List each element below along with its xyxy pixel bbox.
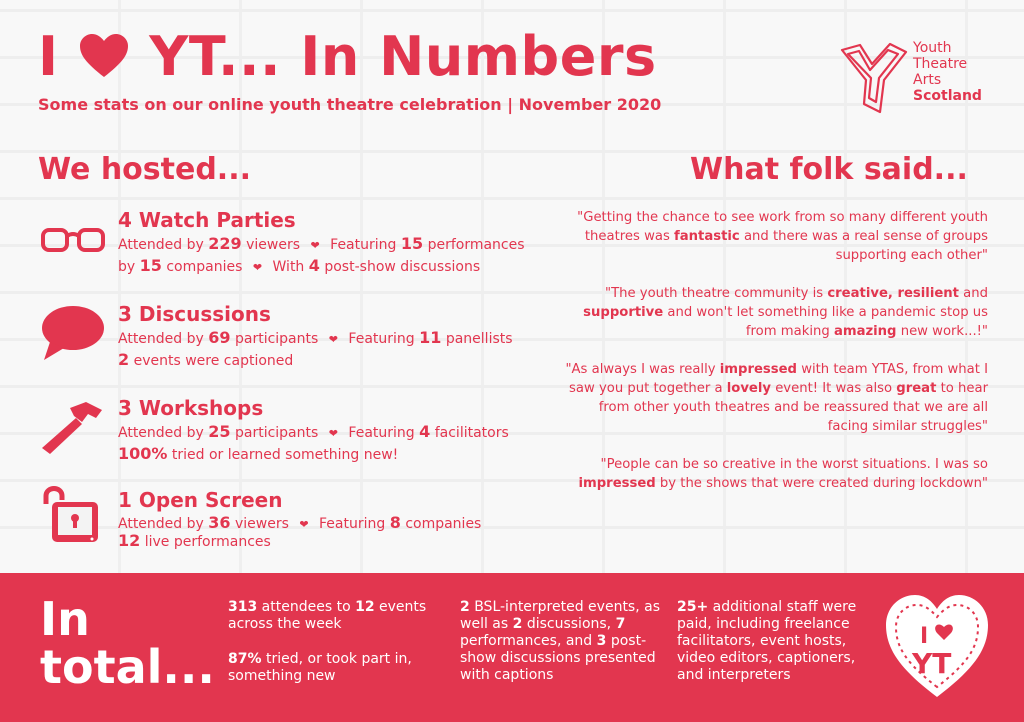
logo-line: Theatre [913,56,968,72]
heart-icon: ❤ [252,261,263,274]
heart-icon: ❤ [310,239,320,252]
total-column-1 [228,599,433,703]
quote-2: "The youth theatre community is creative, resilient and supportive and won't let something like a pandemic stop us from making amazing new work...!" [583,286,988,339]
workshops-line1: Attended by 25 participants ❤ Featuring 4 facilitators [118,422,509,441]
page-title: I YT... In Numbers [38,25,657,88]
workshops-title: 3 Workshops [118,396,264,420]
watch-parties-line1: Attended by 229 viewers ❤ Featuring 15 performances [118,234,525,253]
total-stat-tried: 87% tried, or took part in, something new [228,651,412,684]
open-screen-item [40,488,600,552]
total-stat-staff: 25+ additional staff were paid, including freelance facilitators, event hosts, video editors, captioners, and interpreters [677,599,857,683]
total-stat-bsl: 2 BSL-interpreted events, as well as 2 discussions, 7 performances, and 3 post-show discussions presented with captions [460,599,661,683]
open-screen-line1: Attended by 36 viewers ❤ Featuring 8 companies [118,513,482,532]
page-subtitle: Some stats on our online youth theatre celebration | November 2020 [38,95,662,114]
ytas-logo-text [913,40,982,104]
total-column-2 [460,599,660,702]
glasses-icon [40,226,106,256]
quote-3: "As always I was really impressed with team YTAS, from what I saw you put together a lovely event! It was also great to hear from other youth theatres and be reassured that we are all facing similar struggles" [565,362,988,434]
stamp-letters-yt: YT [912,647,952,680]
watch-parties-line2: by 15 companies ❤ With 4 post-show discussions [118,256,481,275]
open-screen-title: 1 Open Screen [118,488,283,512]
logo-line: Scotland [913,88,982,104]
quotes-list [560,208,988,512]
total-column-3 [677,599,872,702]
heart-icon: ❤ [328,333,338,346]
heart-stamp-icon [882,587,992,703]
we-hosted-heading: We hosted... [38,152,251,187]
in-total-footer [0,573,1024,722]
watch-parties-item [40,208,600,278]
quote-1: "Getting the chance to see work from so many different youth theatres was fantastic and there was a real sense of groups supporting each other" [577,210,988,263]
discussions-title: 3 Discussions [118,302,271,326]
logo-line: Arts [913,72,942,88]
heart-icon: ❤ [328,427,338,440]
in-total-title: In total... [40,592,215,694]
discussions-line2: 2 events were captioned [118,350,294,369]
workshops-line2: 100% tried or learned something new! [118,444,399,463]
heart-icon [78,33,130,79]
logo-line: Youth [913,40,952,56]
speech-bubble-icon [40,304,106,362]
total-stat-attendees: 313 attendees to 12 events across the week [228,599,427,632]
watch-parties-title: 4 Watch Parties [118,208,296,232]
quote-4: "People can be so creative in the worst situations. I was so impressed by the shows that were created during lockdown" [578,457,988,491]
discussions-line1: Attended by 69 participants ❤ Featuring 11 panellists [118,328,513,347]
hammer-icon [40,400,106,456]
workshops-item [40,396,600,466]
padlock-tablet-icon [40,480,106,546]
heart-icon: ❤ [299,518,309,531]
stamp-letter-i: I [920,624,929,649]
what-folk-said-heading: What folk said... [690,152,968,187]
open-screen-line2: 12 live performances [118,531,271,550]
discussions-item [40,302,600,372]
